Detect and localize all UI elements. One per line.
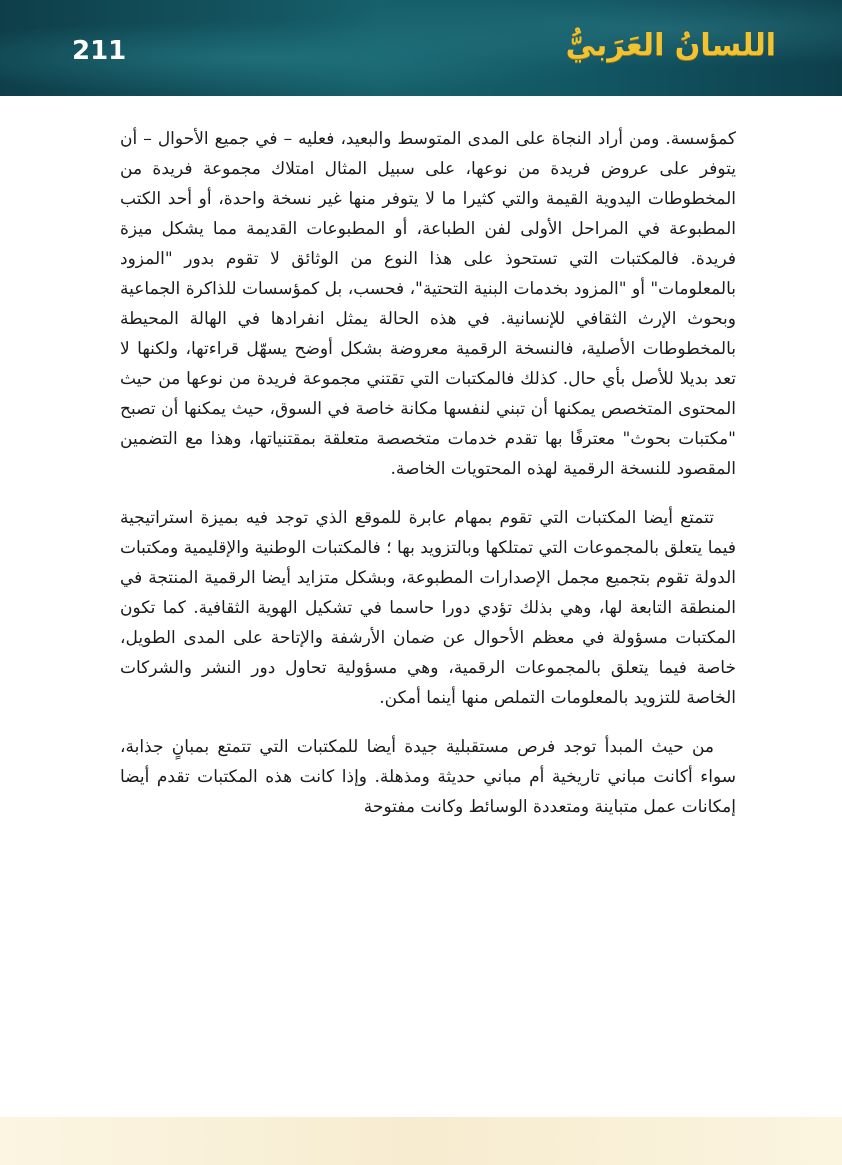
paragraph-3: من حيث المبدأ توجد فرص مستقبلية جيدة أيضا للمكتبات التي تتمتع بمبانٍ جذابة، سواء أكانت مباني تاريخية أم مباني حديثة ومذهلة. وإذا كانت هذه المكتبات تقدم أيضا إمكانات عمل متباينة ومتعددة الوسائط وكانت مفتوحة — [120, 737, 736, 817]
journal-logo: اللسانُ العَرَبيُّ — [565, 28, 776, 63]
page-number: 211 — [72, 36, 127, 66]
paragraph-2: تتمتع أيضا المكتبات التي تقوم بمهام عابرة للموقع الذي توجد فيه بميزة استراتيجية فيما يتعلق بالمجموعات التي تمتلكها وبالتزويد بها ؛ فالمكتبات الوطنية والإقليمية ومكتبات الدولة تقوم بتجميع مجمل الإصدارات المطبوعة، وبشكل متزايد أيضا الرقمية المنتجة في المنطقة التابعة لها، وهي بذلك تؤدي دورا حاسما في تشكيل الهوية الثقافية. كما تكون المكتبات مسؤولة في معظم الأحوال عن ضمان الأرشفة والإتاحة على المدى الطويل، خاصة فيما يتعلق بالمجموعات الرقمية، وهي مسؤولية تحاول دور النشر والشركات الخاصة للتزويد بالمعلومات التملص منها أينما أمكن. — [120, 508, 736, 708]
page-footer-band — [0, 1117, 842, 1165]
paragraph-1: كمؤسسة. ومن أراد النجاة على المدى المتوسط والبعيد، فعليه – في جميع الأحوال – أن يتوفر على عروض فريدة من نوعها، على سبيل المثال امتلاك مجموعة فريدة من المخطوطات اليدوية القيمة والتي كثيرا ما لا يتوفر منها غير نسخة واحدة، أو أحد الكتب المطبوعة في المراحل الأولى لفن الطباعة، أو المطبوعات القديمة مما يشكل ميزة فريدة. فالمكتبات التي تستحوذ على هذا النوع من الوثائق لا تقوم بدور "المزود بالمعلومات" أو "المزود بخدمات البنية التحتية"، فحسب، بل كمؤسسات للذاكرة الجماعية وبحوث الإرث الثقافي للإنسانية. في هذه الحالة يمثل انفرادها في الهالة المحيطة بالمخطوطات الأصلية، فالنسخة الرقمية معروضة بشكل أوضح يسهّل قراءتها، ولكنها لا تعد بديلا للأصل بأي حال. كذلك فالمكتبات التي تقتني مجموعة فريدة من نوعها من حيث المحتوى المتخصص يمكنها أن تبني لنفسها مكانة خاصة في السوق، حيث يمكنها أن تصبح "مكتبات بحوث" معترفًا بها تقدم خدمات متخصصة متعلقة بمقتنياتها، وهذا مع التضمين المقصود للنسخة الرقمية لهذه المحتويات الخاصة. — [120, 129, 736, 479]
article-body — [120, 124, 736, 841]
page-header — [0, 0, 842, 96]
